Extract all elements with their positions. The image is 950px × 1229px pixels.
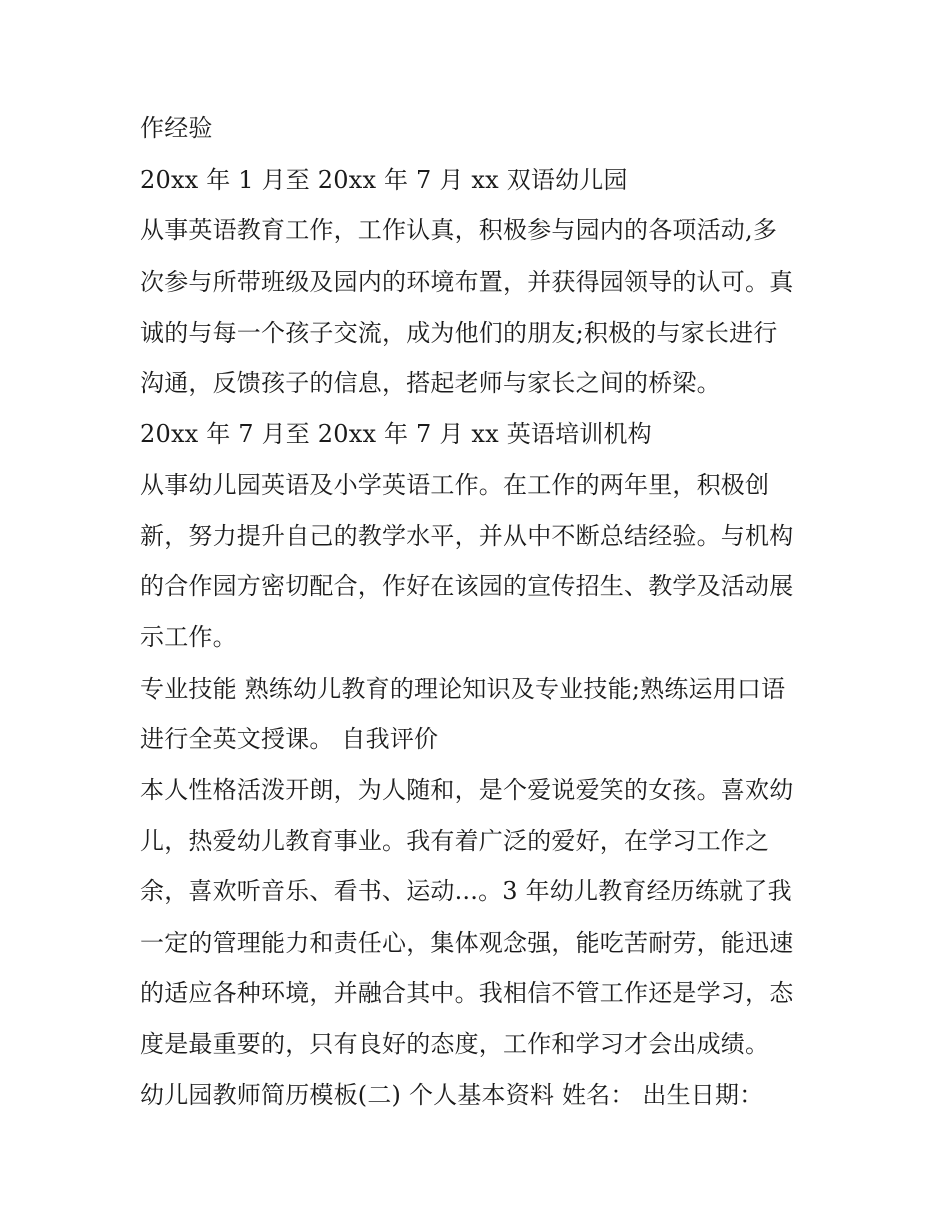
text-line-skills: 专业技能 熟练幼儿教育的理论知识及专业技能;熟练运用口语: [140, 675, 786, 703]
text-line: 新，努力提升自己的教学水平，并从中不断总结经验。与机构: [140, 522, 794, 550]
text-line: 的合作园方密切配合，作好在该园的宣传招生、教学及活动展: [140, 572, 794, 600]
text-line: 一定的管理能力和责任心，集体观念强，能吃苦耐劳，能迅速: [140, 929, 794, 957]
text-line-period-2: 20xx 年 7 月至 20xx 年 7 月 xx 英语培训机构: [140, 420, 652, 448]
text-line: 从事英语教育工作，工作认真，积极参与园内的各项活动,多: [140, 216, 778, 244]
text-line-period-1: 20xx 年 1 月至 20xx 年 7 月 xx 双语幼儿园: [140, 166, 628, 194]
text-line-template-2-heading: 幼儿园教师简历模板(二) 个人基本资料 姓名： 出生日期：: [140, 1081, 764, 1109]
text-line: 诚的与每一个孩子交流，成为他们的朋友;积极的与家长进行: [140, 319, 778, 347]
text-line: 余，喜欢听音乐、看书、运动...。3 年幼儿教育经历练就了我: [140, 877, 792, 905]
text-line: 儿，热爱幼儿教育事业。我有着广泛的爱好，在学习工作之: [140, 827, 770, 855]
text-line: 的适应各种环境，并融合其中。我相信不管工作还是学习，态: [140, 979, 794, 1007]
text-line: 进行全英文授课。 自我评价: [140, 725, 439, 753]
text-line-work-experience-tail: 作经验: [140, 114, 213, 142]
text-line: 示工作。: [140, 623, 237, 651]
text-line: 次参与所带班级及园内的环境布置，并获得园领导的认可。真: [140, 268, 794, 296]
text-line: 从事幼儿园英语及小学英语工作。在工作的两年里，积极创: [140, 471, 770, 499]
text-line-self-evaluation: 本人性格活泼开朗，为人随和，是个爱说爱笑的女孩。喜欢幼: [140, 776, 794, 804]
text-line: 度是最重要的，只有良好的态度，工作和学习才会出成绩。: [140, 1030, 770, 1058]
text-line: 沟通，反馈孩子的信息，搭起老师与家长之间的桥梁。: [140, 369, 721, 397]
